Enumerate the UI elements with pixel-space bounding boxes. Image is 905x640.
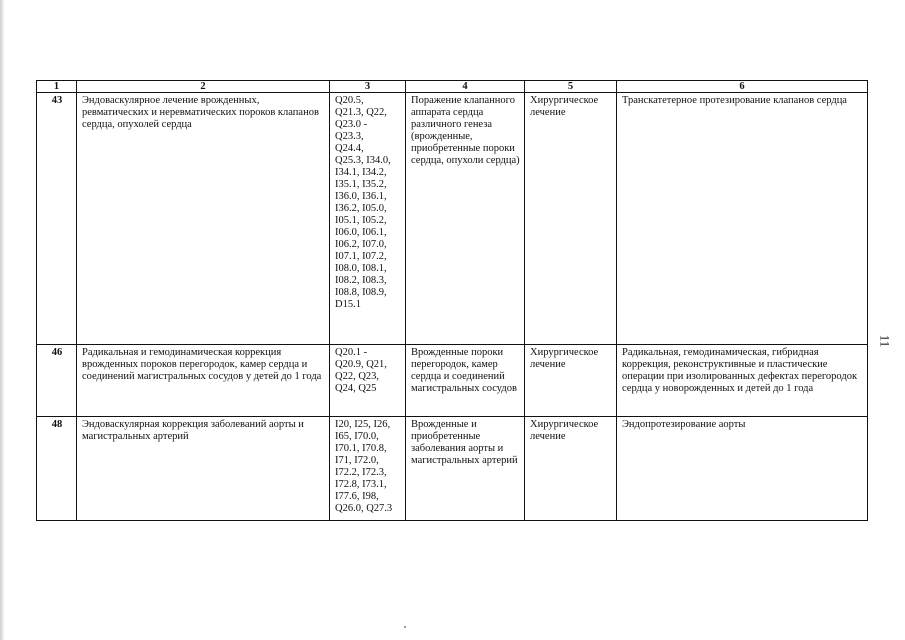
column-number-4: 4 [406,81,525,93]
header-row [37,81,868,93]
treatment-type: Хирургическое лечение [525,417,617,521]
table-row [37,345,868,417]
care-type-name: Эндоваскулярная коррекция заболеваний аорты и магистральных артерий [77,417,330,521]
treatment-type: Хирургическое лечение [525,93,617,345]
icd-codes: I20, I25, I26, I65, I70.0, I70.1, I70.8, I71, I72.0, I72.2, I72.3, I72.8, I73.1, I77.6, I98, Q26.0, Q27.3 [330,417,406,521]
column-number-2: 2 [77,81,330,93]
patient-model: Поражение клапанного аппарата сердца различного генеза (врожденные, приобретенные пороки сердца, опухоли сердца) [406,93,525,345]
row-number: 46 [37,345,77,417]
column-number-1: 1 [37,81,77,93]
treatment-method: Радикальная, гемодинамическая, гибридная коррекция, реконструктивные и пластические операции при изолированных дефектах перегородок сердца у новорожденных и детей до 1 года [617,345,868,417]
page-number: 11 [877,334,893,348]
column-number-6: 6 [617,81,868,93]
column-number-3: 3 [330,81,406,93]
icd-codes: Q20.1 - Q20.9, Q21, Q22, Q23, Q24, Q25 [330,345,406,417]
patient-model: Врожденные пороки перегородок, камер сердца и соединений магистральных сосудов [406,345,525,417]
treatment-method: Транскатетерное протезирование клапанов сердца [617,93,868,345]
table-row [37,93,868,345]
row-number: 43 [37,93,77,345]
scan-speck [404,626,406,628]
row-number: 48 [37,417,77,521]
procedures-table [36,80,868,521]
patient-model: Врожденные и приобретенные заболевания аорты и магистральных артерий [406,417,525,521]
treatment-type: Хирургическое лечение [525,345,617,417]
care-type-name: Радикальная и гемодинамическая коррекция врожденных пороков перегородок, камер сердца и соединений магистральных сосудов у детей до 1 года [77,345,330,417]
scan-edge [0,0,4,640]
treatment-method: Эндопротезирование аорты [617,417,868,521]
icd-codes: Q20.5, Q21.3, Q22, Q23.0 - Q23.3, Q24.4, Q25.3, I34.0, I34.1, I34.2, I35.1, I35.2, I36.0, I36.1, I36.2, I05.0, I05.1, I05.2, I06.0, I06.1, I06.2, I07.0, I07.1, I07.2, I08.0, I08.1, I08.2, I08.3, I08.8, I08.9, D15.1 [330,93,406,345]
table-row [37,417,868,521]
care-type-name: Эндоваскулярное лечение врожденных, ревматических и неревматических пороков клапанов сердца, опухолей сердца [77,93,330,345]
column-number-5: 5 [525,81,617,93]
